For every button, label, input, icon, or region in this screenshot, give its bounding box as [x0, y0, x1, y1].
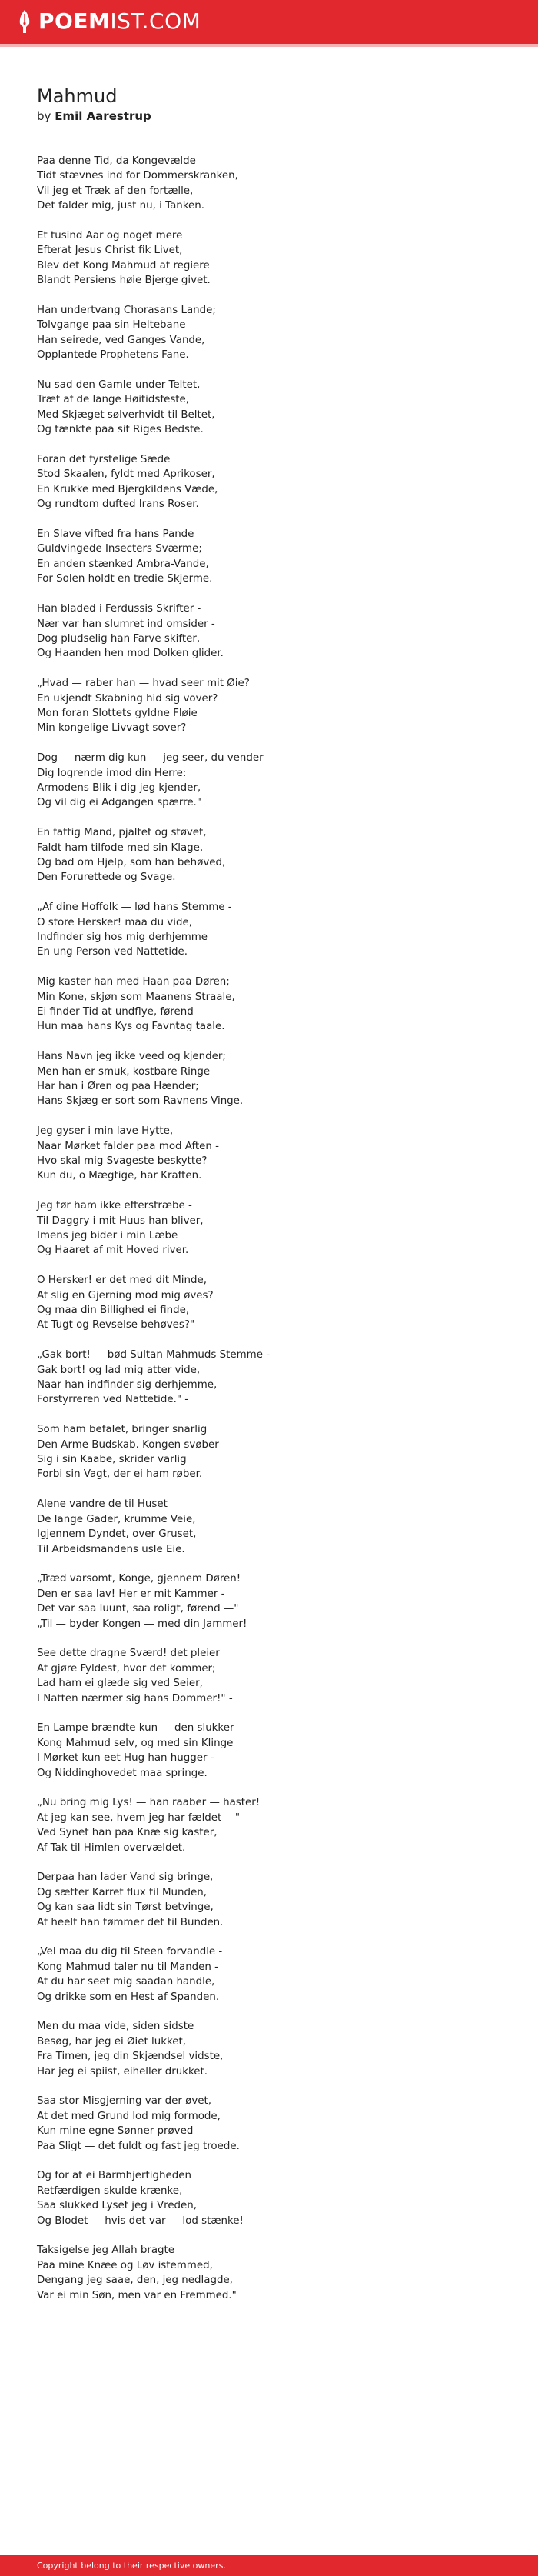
stanza — [37, 1795, 501, 1855]
stanza — [37, 1273, 501, 1333]
top-bar-accent — [0, 44, 538, 47]
poem-line: Og Blodet — hvis det var — lod stænke! — [37, 2214, 244, 2227]
poem-line: Naar han indfinder sig derhjemme, — [37, 1379, 218, 1391]
poem-line: Kun mine egne Sønner prøved — [37, 2125, 194, 2138]
poem-line: Forbi sin Vagt, der ei ham røber. — [37, 1468, 203, 1481]
poem-line: Og Niddinghovedet maa springe. — [37, 1767, 208, 1779]
poem-line: I Natten nærmer sig hans Dommer!" - — [37, 1692, 233, 1705]
stanza — [37, 1348, 501, 1408]
poem-line: Af Tak til Himlen overvældet. — [37, 1841, 186, 1854]
by-label: by — [37, 109, 51, 123]
poem-line: Lad ham ei glæde sig ved Seier, — [37, 1678, 203, 1690]
poem-line: En ukjendt Skabning hid sig vover? — [37, 692, 218, 705]
stanza — [37, 1571, 501, 1631]
poem-line: Og maa din Billighed ei finde, — [37, 1305, 190, 1317]
poem-line: Taksigelse jeg Allah bragte — [37, 2244, 175, 2257]
poem-line: Opplantede Prophetens Fane. — [37, 349, 189, 362]
byline — [37, 108, 501, 124]
poem-line: Tolvgange paa sin Heltebane — [37, 319, 186, 332]
logo-text-light: IST.COM — [110, 8, 201, 34]
poem-line: En Krukke med Bjergkildens Væde, — [37, 483, 218, 495]
poem-line: Og drikke som en Hest af Spanden. — [37, 1991, 220, 2003]
poem-line: Har han i Øren og paa Hænder; — [37, 1081, 199, 1092]
poem-line: Igjennem Dyndet, over Gruset, — [37, 1528, 197, 1541]
poem-line: En Lampe brændte kun — den slukker — [37, 1722, 234, 1735]
poem-line: Paa Sligt — det fuldt og fast jeg troede. — [37, 2140, 240, 2152]
poem-line: Det var saa luunt, saa roligt, førend —" — [37, 1603, 239, 1615]
poem-line: Træt af de lange Høitidsfeste, — [37, 394, 190, 406]
poem-line: Forstyrreren ved Nattetide." - — [37, 1394, 189, 1406]
poem-line: Foran det fyrstelige Sæde — [37, 454, 171, 466]
poem-line: Jeg gyser i min lave Hytte, — [37, 1125, 174, 1138]
poem-line: Retfærdigen skulde krænke, — [37, 2184, 183, 2197]
poem-line: Vil jeg et Træk af den fortælle, — [37, 185, 194, 197]
poem-line: Guldvingede Insecters Sværme; — [37, 543, 202, 555]
poem-line: En ung Person ved Nattetide. — [37, 946, 188, 958]
poem-line: Fra Timen, jeg din Skjændsel vidste, — [37, 2051, 224, 2063]
poem-line: „Hvad — raber han — hvad seer mit Øie? — [37, 678, 250, 690]
poem-line: Ved Synet han paa Knæ sig kaster, — [37, 1827, 218, 1839]
stanza — [37, 825, 501, 885]
poem-line: Den Forurettede og Svage. — [37, 871, 176, 884]
poem-line: O Hersker! er det med dit Minde, — [37, 1275, 207, 1287]
stanza — [37, 1870, 501, 1930]
poem-line: Og kan saa lidt sin Tørst betvinge, — [37, 1901, 214, 1914]
poem-line: Paa mine Knæe og Løv istemmed, — [37, 2259, 213, 2271]
stanza — [37, 1646, 501, 1706]
poem-line: Efterat Jesus Christ fik Livet, — [37, 245, 183, 257]
poem-line: Men du maa vide, siden sidste — [37, 2021, 194, 2033]
poem-line: Min Kone, skjøn som Maanens Straale, — [37, 991, 235, 1003]
poem-line: O store Hersker! maa du vide, — [37, 916, 192, 928]
poem-line: Mig kaster han med Haan paa Døren; — [37, 976, 230, 988]
stanza — [37, 303, 501, 363]
poem-line: Og vil dig ei Adgangen spærre." — [37, 797, 201, 809]
poem-line: Dig logrende imod din Herre: — [37, 767, 187, 779]
poem-line: For Solen holdt en tredie Skjerme. — [37, 573, 213, 585]
poem-line: Indfinder sig hos mig derhjemme — [37, 931, 208, 943]
poem-line: Dog — nærm dig kun — jeg seer, du vender — [37, 752, 264, 765]
poem-line: Dog pludselig han Farve skifter, — [37, 632, 201, 645]
poem-line: Og rundtom dufted Irans Roser. — [37, 498, 199, 511]
poem-line: Armodens Blik i dig jeg kjender, — [37, 781, 201, 794]
poem-line: Dengang jeg saae, den, jeg nedlagde, — [37, 2274, 233, 2287]
poem-line: Nu sad den Gamle under Teltet, — [37, 379, 201, 392]
stanza — [37, 154, 501, 214]
poem-line: See dette dragne Sværd! det pleier — [37, 1648, 220, 1660]
poem-line: Kong Mahmud selv, og med sin Klinge — [37, 1737, 234, 1749]
poem-line: Den Arme Budskab. Kongen svøber — [37, 1438, 219, 1451]
poem-line: Alene vandre de til Huset — [37, 1498, 168, 1511]
stanza — [37, 1198, 501, 1258]
poem-line: Med Skjæget sølverhvidt til Beltet, — [37, 408, 215, 421]
poem-line: Og sætter Karret flux til Munden, — [37, 1886, 207, 1898]
stanza — [37, 1124, 501, 1184]
stanza — [37, 1497, 501, 1557]
poem-line: Han bladed i Ferdussis Skrifter - — [37, 603, 201, 615]
poem-line: Kun du, o Mægtige, har Kraften. — [37, 1170, 202, 1182]
stanza — [37, 228, 501, 288]
poem-line: En anden stænked Ambra-Vande, — [37, 558, 209, 570]
poem-line: I Mørket kun eet Hug han hugger - — [37, 1752, 214, 1765]
poem-body — [37, 154, 501, 2303]
poem-title: Mahmud — [37, 85, 118, 107]
stanza — [37, 2168, 501, 2228]
poem-line: Naar Mørket falder paa mod Aften - — [37, 1140, 219, 1152]
poem-line: Og tænkte paa sit Riges Bedste. — [37, 424, 204, 436]
poem-line: Min kongelige Livvagt sover? — [37, 722, 187, 735]
stanza — [37, 1721, 501, 1781]
footer — [0, 2555, 538, 2576]
author-name[interactable]: Emil Aarestrup — [55, 109, 151, 123]
poem-line: Det falder mig, just nu, i Tanken. — [37, 200, 205, 212]
stanza — [37, 2243, 501, 2303]
poem-line: „Vel maa du dig til Steen forvandle - — [37, 1946, 223, 1958]
poem-line: Saa slukked Lyset jeg i Vreden, — [37, 2200, 198, 2212]
stanza — [37, 527, 501, 587]
poem-line: Kong Mahmud taler nu til Manden - — [37, 1961, 218, 1973]
poem-line: Hun maa hans Kys og Favntag taale. — [37, 1021, 225, 1033]
poem-line: Og Haaret af mit Hoved river. — [37, 1245, 189, 1257]
logo-text — [38, 8, 201, 35]
poem-line: Hans Navn jeg ikke veed og kjender; — [37, 1051, 226, 1063]
stanza — [37, 452, 501, 512]
poem-line: Stod Skaalen, fyldt med Aprikoser, — [37, 468, 215, 481]
poem-line: Til Daggry i mit Huus han bliver, — [37, 1215, 204, 1227]
poem-line: At slig en Gjerning mod mig øves? — [37, 1289, 214, 1301]
pen-nib-icon — [17, 9, 32, 34]
stanza — [37, 602, 501, 661]
poem-line: Mon foran Slottets gyldne Fløie — [37, 707, 198, 719]
poem-line: At det med Grund lod mig formode, — [37, 2110, 221, 2122]
poem-line: Blandt Persiens høie Bjerge givet. — [37, 275, 211, 287]
poem-line: At Tugt og Revselse behøves?" — [37, 1319, 195, 1331]
stanza — [37, 2094, 501, 2154]
poem-line: „Gak bort! — bød Sultan Mahmuds Stemme - — [37, 1349, 271, 1361]
poem-line: At heelt han tømmer det til Bunden. — [37, 1916, 224, 1928]
poem-line: Og for at ei Barmhjertigheden — [37, 2170, 191, 2182]
stanza — [37, 676, 501, 736]
poem-line: Og bad om Hjelp, som han behøved, — [37, 856, 226, 868]
poem-line: Hans Skjæg er sort som Ravnens Vinge. — [37, 1095, 244, 1108]
stanza — [37, 1944, 501, 2004]
stanza — [37, 378, 501, 438]
poem-line: „Af dine Hoffolk — lød hans Stemme - — [37, 901, 232, 914]
poem-content — [37, 85, 501, 2318]
copyright-text: Copyright belong to their respective owners. — [37, 2561, 226, 2571]
poem-line: Imens jeg bider i min Læbe — [37, 1230, 178, 1242]
site-logo[interactable] — [17, 8, 201, 35]
poem-line: En fattig Mand, pjaltet og støvet, — [37, 827, 207, 839]
poem-line: „Træd varsomt, Konge, gjennem Døren! — [37, 1573, 241, 1585]
poem-line: Tidt stævnes ind for Dommerskranken, — [37, 170, 238, 182]
poem-line: Som ham befalet, bringer snarlig — [37, 1424, 208, 1436]
poem-line: Derpaa han lader Vand sig bringe, — [37, 1871, 214, 1884]
poem-line: Blev det Kong Mahmud at regiere — [37, 259, 210, 272]
poem-line: Besøg, har jeg ei Øiet lukket, — [37, 2035, 186, 2048]
poem-line: En Slave vifted fra hans Pande — [37, 528, 194, 541]
poem-line: At gjøre Fyldest, hvor det kommer; — [37, 1662, 216, 1675]
poem-line: Gak bort! og lad mig atter vide, — [37, 1364, 201, 1376]
stanza — [37, 1049, 501, 1109]
poem-line: Hvo skal mig Svageste beskytte? — [37, 1155, 208, 1168]
poem-line: Et tusind Aar og noget mere — [37, 230, 183, 242]
poem-line: Paa denne Tid, da Kongevælde — [37, 155, 196, 167]
logo-text-strong: POEM — [38, 8, 111, 34]
poem-line: Faldt ham tilfode med sin Klage, — [37, 841, 204, 854]
poem-line: Ei finder Tid at undflye, førend — [37, 1005, 194, 1018]
top-bar — [0, 0, 538, 44]
poem-line: Og Haanden hen mod Dolken glider. — [37, 648, 224, 660]
poem-line: Har jeg ei spiist, eiheller drukket. — [37, 2065, 208, 2078]
stanza — [37, 975, 501, 1035]
poem-line: Saa stor Misgjerning var der øvet, — [37, 2095, 212, 2108]
poem-line: Men han er smuk, kostbare Ringe — [37, 1065, 211, 1078]
poem-line: De lange Gader, krumme Veie, — [37, 1513, 196, 1525]
poem-line: At jeg kan see, hvem jeg har fældet —" — [37, 1811, 241, 1824]
poem-line: Jeg tør ham ikke efterstræbe - — [37, 1200, 192, 1212]
stanza — [37, 900, 501, 960]
poem-line: Den er saa lav! Her er mit Kammer - — [37, 1588, 225, 1600]
poem-line: Han seirede, ved Ganges Vande, — [37, 334, 205, 346]
poem-line: Sig i sin Kaabe, skrider varlig — [37, 1454, 187, 1466]
poem-line: „Til — byder Kongen — med din Jammer! — [37, 1618, 247, 1630]
stanza — [37, 1422, 501, 1482]
stanza — [37, 751, 501, 811]
poem-line: Til Arbeidsmandens usle Eie. — [37, 1543, 185, 1555]
poem-line: Nær var han slumret ind omsider - — [37, 618, 215, 630]
poem-line: At du har seet mig saadan handle, — [37, 1976, 215, 1988]
poem-line: Var ei min Søn, men var en Fremmed." — [37, 2289, 237, 2301]
poem-line: „Nu bring mig Lys! — han raaber — haster! — [37, 1797, 261, 1809]
stanza — [37, 2019, 501, 2079]
poem-line: Han undertvang Chorasans Lande; — [37, 305, 216, 317]
